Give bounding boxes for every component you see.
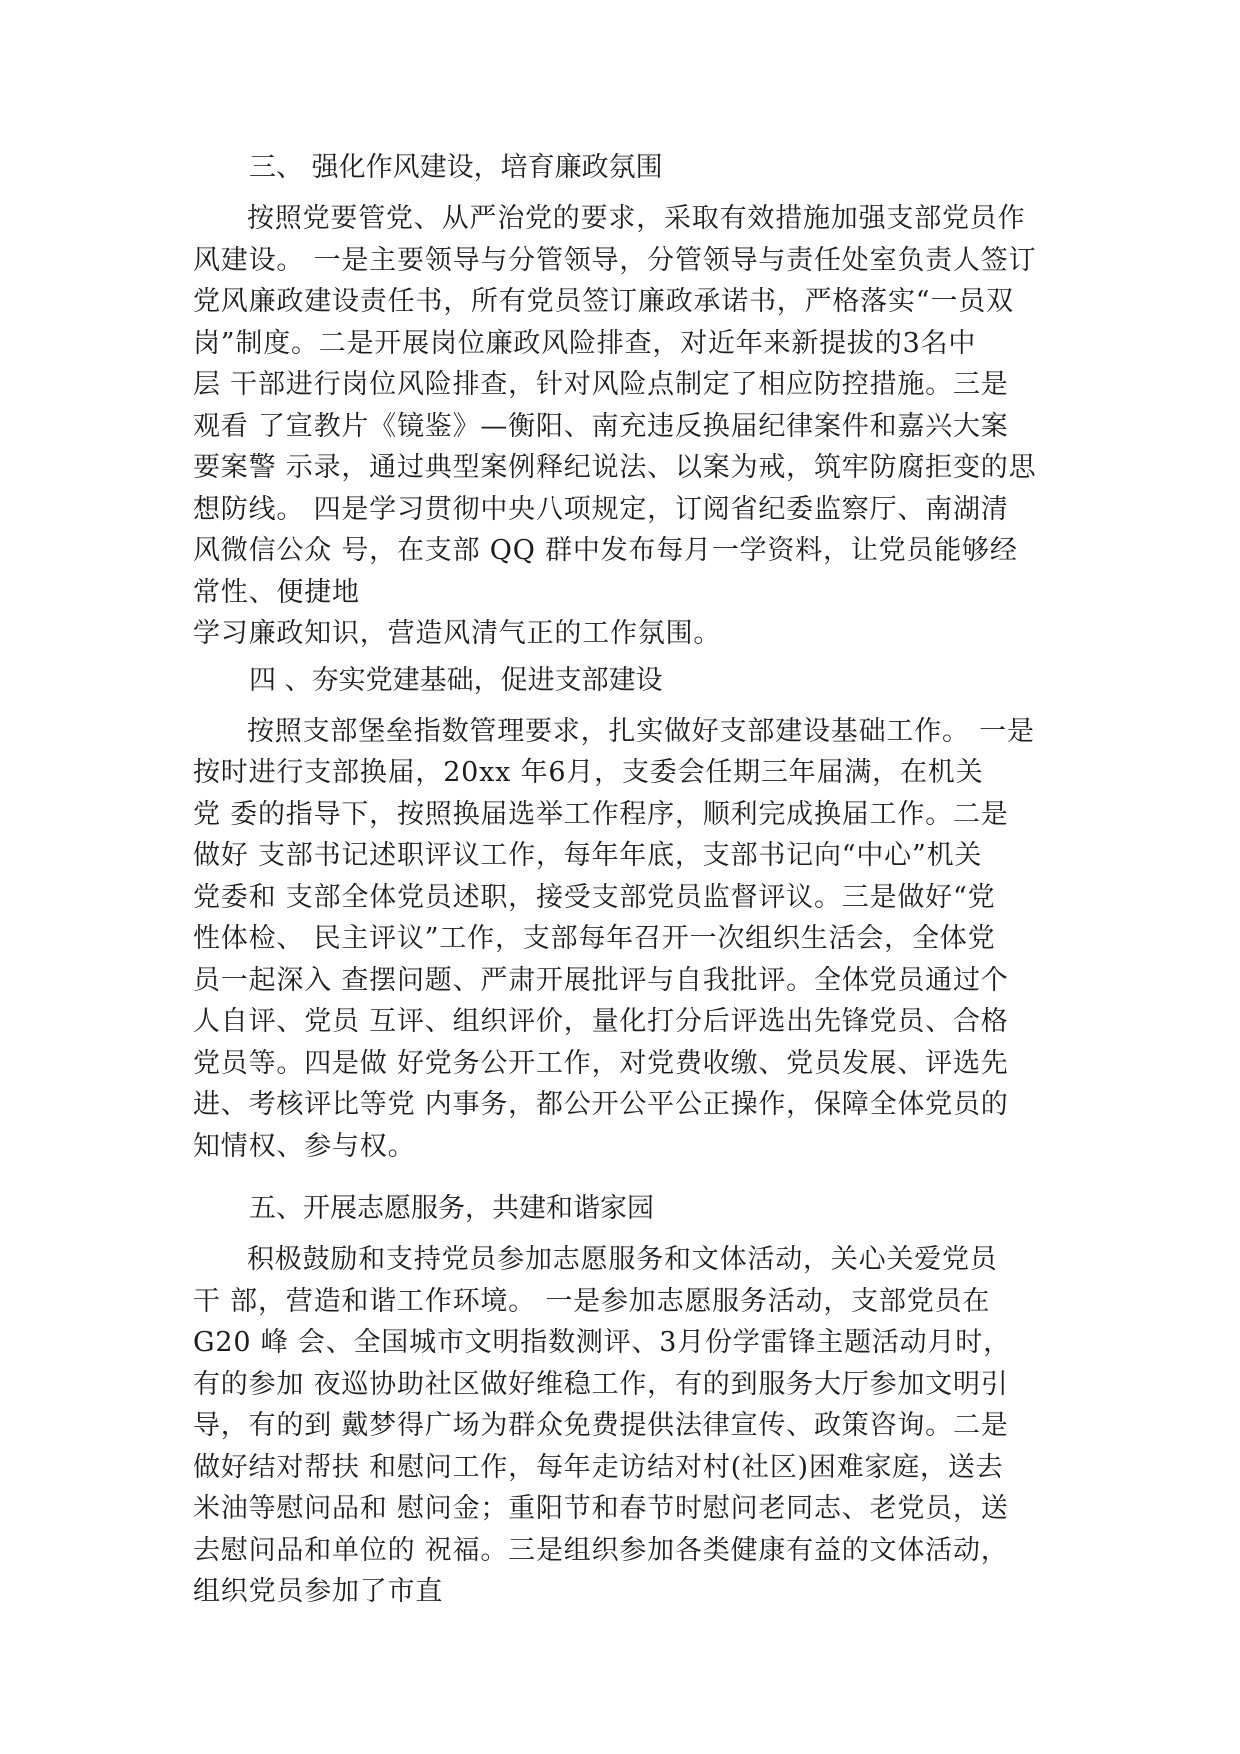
text-line: 人自评、党员 互评、组织评价，量化打分后评选出先锋党员、合格 bbox=[193, 1006, 1009, 1037]
text-line: 按时进行支部换届，20xx 年6月，支委会任期三年届满，在机关 bbox=[193, 757, 984, 788]
text-line: 按照党要管党、从严治党的要求，采取有效措施加强支部党员作 bbox=[247, 203, 1026, 234]
text-line: 进、考核评比等党 内事务，都公开公平公正操作，保障全体党员的 bbox=[193, 1089, 1009, 1120]
section-paragraph-5 bbox=[193, 1239, 1053, 1613]
text-line: 米油等慰问品和 慰问金；重阳节和春节时慰问老同志、老党员，送 bbox=[193, 1493, 1009, 1524]
text-line: 党委和 支部全体党员述职，接受支部党员监督评议。三是做好“党 bbox=[193, 881, 996, 913]
text-line: 性体检、 民主评议”工作，支部每年召开一次组织生活会，全体党 bbox=[193, 923, 996, 954]
text-line: 干 部，营造和谐工作环境。 一是参加志愿服务活动，支部党员在 bbox=[193, 1285, 991, 1317]
text-line: 做好结对帮扶 和慰问工作，每年走访结对村(社区)困难家庭，送去 bbox=[193, 1451, 1004, 1483]
text-line: 党风廉政建设责任书，所有党员签订廉政承诺书，严格落实“一员双 bbox=[193, 286, 1014, 317]
text-line: 常性、便捷地 bbox=[193, 576, 360, 608]
section-heading-5: 五、开展志愿服务，共建和谐家园 bbox=[249, 1193, 654, 1224]
text-line: 做好 支部书记述职评议工作，每年年底，支部书记向“中心”机关 bbox=[193, 840, 983, 871]
text-line: 有的参加 夜巡协助社区做好维稳工作，有的到服务大厅参加文明引 bbox=[193, 1368, 1009, 1400]
text-line: 要案警 示录，通过典型案例释纪说法、以案为戒，筑牢防腐拒变的思 bbox=[193, 452, 1037, 483]
text-line: 风微信公众 号，在支部 QQ 群中发布每月一学资料，让党员能够经 bbox=[193, 535, 1018, 566]
document-body bbox=[193, 146, 1053, 1613]
section-heading-4: 四 、夯实党建基础，促进支部建设 bbox=[249, 664, 663, 696]
text-line: 知情权、参与权。 bbox=[193, 1130, 416, 1162]
text-line: 党 委的指导下，按照换届选举工作程序，顺利完成换届工作。二是 bbox=[193, 798, 1009, 830]
text-line: 导，有的到 戴梦得广场为群众免费提供法律宣传、政策咨询。二是 bbox=[193, 1410, 1009, 1441]
text-line: 想防线。 四是学习贯彻中央八项规定，订阅省纪委监察厅、南湖清 bbox=[193, 493, 1009, 525]
text-line: 风建设。 一是主要领导与分管领导，分管领导与责任处室负责人签订 bbox=[193, 244, 1037, 276]
text-line: 岗”制度。二是开展岗位廉政风险排查，对近年来新提拔的3名中 bbox=[193, 327, 977, 359]
text-line: 组织党员参加了市直 bbox=[193, 1576, 444, 1607]
text-line: 去慰问品和单位的 祝福。三是组织参加各类健康有益的文体活动， bbox=[193, 1534, 1009, 1566]
section-paragraph-3 bbox=[193, 198, 1053, 655]
text-line: 按照支部堡垒指数管理要求，扎实做好支部建设基础工作。 一是 bbox=[247, 715, 1035, 747]
section-heading-3: 三、 强化作风建设，培育廉政氛围 bbox=[249, 152, 663, 183]
text-line: 学习廉政知识，营造风清气正的工作氛围。 bbox=[193, 618, 722, 649]
text-line: 积极鼓励和支持党员参加志愿服务和文体活动，关心关爱党员 bbox=[247, 1244, 998, 1275]
text-line: 观看 了宣教片《镜鉴》—衡阳、南充违反换届纪律案件和嘉兴大案 bbox=[193, 410, 1009, 442]
text-line: G20 峰 会、全国城市文明指数测评、3月份学雷锋主题活动月时， bbox=[193, 1327, 1011, 1358]
text-line: 党员等。四是做 好党务公开工作，对党费收缴、党员发展、评选先 bbox=[193, 1047, 1009, 1079]
section-paragraph-4 bbox=[193, 711, 1053, 1168]
text-line: 员一起深入 查摆问题、严肃开展批评与自我批评。全体党员通过个 bbox=[193, 964, 1009, 996]
text-line: 层 干部进行岗位风险排查，针对风险点制定了相应防控措施。三是 bbox=[193, 369, 1009, 400]
